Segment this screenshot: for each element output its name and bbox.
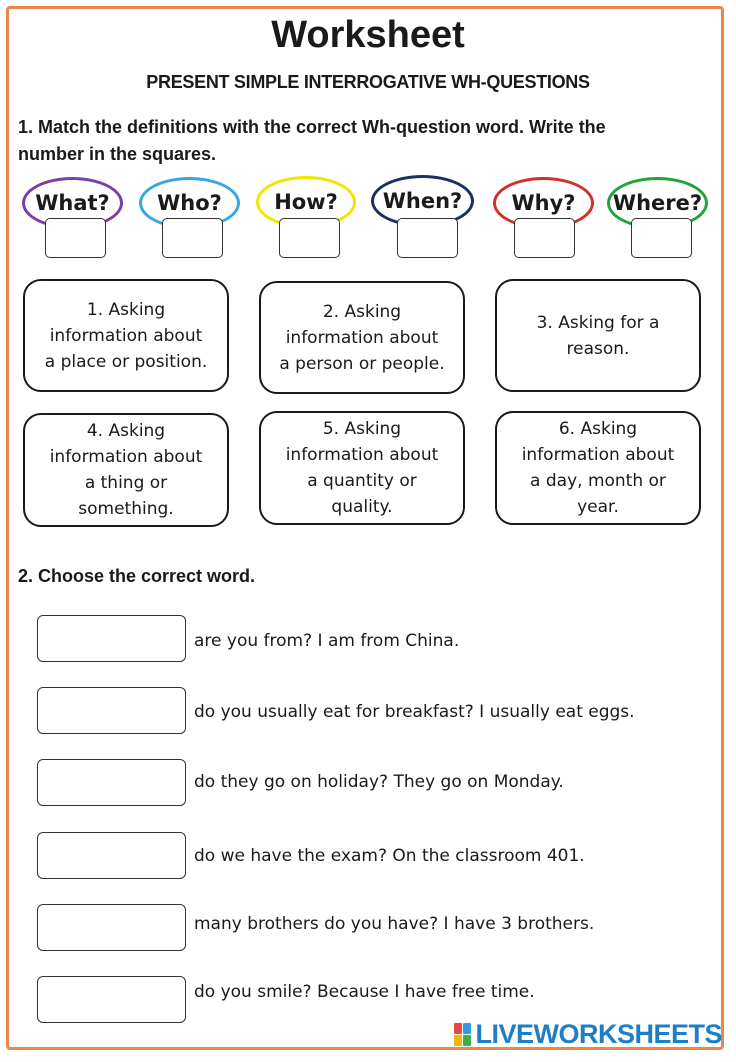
page-title: Worksheet [271,14,465,56]
definition-line: 1. Asking [86,299,166,320]
section2-instruction: 2. Choose the correct word. [18,566,256,586]
answer-input-2[interactable] [37,687,186,734]
definition-line: information about [521,445,675,465]
liveworksheets-logo[interactable] [454,1019,722,1050]
word-label: When? [382,189,463,213]
sentence-1: are you from? I am from China. [194,631,460,651]
definition-box-6 [495,411,701,525]
sentence-6: do you smile? Because I have free time. [194,982,535,1002]
section1-instruction-line1: 1. Match the definitions with the correct Wh-question word. Write the [18,117,606,137]
definition-line: information about [285,445,439,465]
sentence-3: do they go on holiday? They go on Monday. [194,772,564,792]
definition-line: reason. [566,338,630,359]
word-label: How? [274,190,338,214]
definition-line: a place or position. [44,351,208,372]
definition-line: a day, month or [530,471,666,491]
definition-box-4 [23,413,229,527]
word-label: Where? [612,191,703,215]
section1-instruction-line2: number in the squares. [18,144,217,164]
answer-square-what[interactable] [45,218,106,258]
answer-input-3[interactable] [37,759,186,806]
word-label: Why? [511,191,576,215]
definition-line: 4. Asking [86,421,166,441]
sentence-4: do we have the exam? On the classroom 401. [194,846,585,866]
logo-tile [454,1023,462,1034]
definition-line: quality. [331,497,393,517]
answer-square-who[interactable] [162,218,223,258]
definition-line: 3. Asking for a [536,312,660,333]
answer-square-when[interactable] [397,218,458,258]
answer-input-6[interactable] [37,976,186,1023]
word-label: What? [35,191,110,215]
definition-line: year. [577,497,619,517]
logo-tile [463,1023,471,1034]
section1-instruction [18,114,718,168]
answer-square-where[interactable] [631,218,692,258]
definition-line: 5. Asking [322,419,402,439]
definition-line: 6. Asking [558,419,638,439]
definition-line: 2. Asking [322,301,402,322]
definition-box-3 [495,279,701,392]
brand-name: LIVEWORKSHEETS [475,1019,722,1049]
answer-input-4[interactable] [37,832,186,879]
definition-line: information about [49,447,203,467]
word-label: Who? [157,191,222,215]
definition-line: something. [78,499,174,519]
sentence-2: do you usually eat for breakfast? I usually eat eggs. [194,702,635,722]
sentence-5: many brothers do you have? I have 3 brothers. [194,914,595,934]
liveworksheets-logo-icon [454,1023,471,1046]
definition-line: information about [285,327,439,348]
definition-line: a quantity or [307,471,417,491]
answer-input-5[interactable] [37,904,186,951]
answer-square-how[interactable] [279,218,340,258]
page-subtitle: PRESENT SIMPLE INTERROGATIVE WH-QUESTIONS [146,72,590,92]
logo-tile [454,1035,462,1046]
answer-square-why[interactable] [514,218,575,258]
definition-line: a person or people. [279,353,445,374]
definition-box-1 [23,279,229,392]
definition-box-2 [259,281,465,394]
logo-tile [463,1035,471,1046]
answer-input-1[interactable] [37,615,186,662]
definition-box-5 [259,411,465,525]
definition-line: information about [49,325,203,346]
definition-line: a thing or [84,473,168,493]
